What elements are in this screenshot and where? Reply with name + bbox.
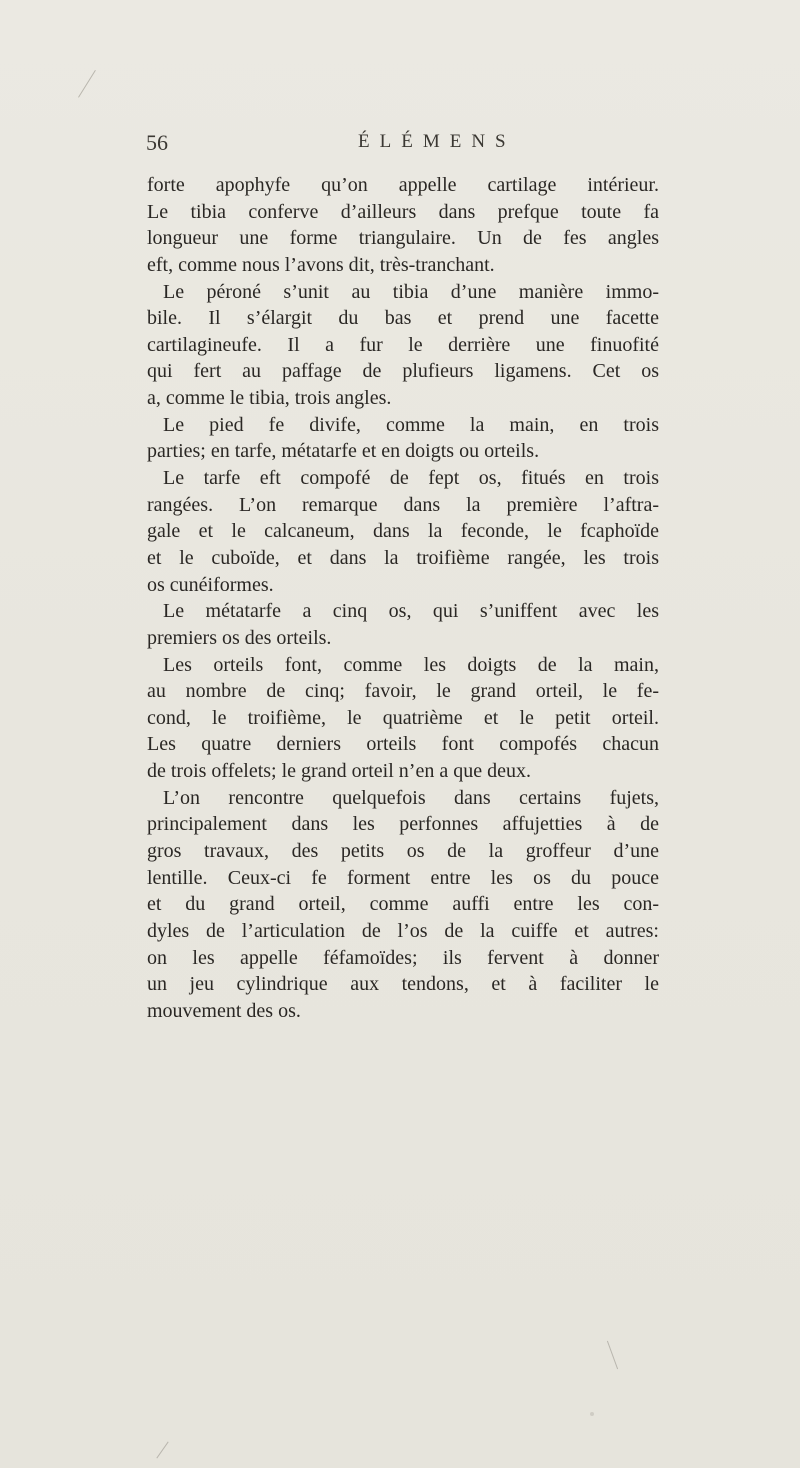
pencil-mark xyxy=(78,70,96,98)
pencil-mark xyxy=(590,1412,594,1416)
text-line: Le tarfe eft compofé de fept os, fitués en trois xyxy=(163,467,659,490)
text-line: Les orteils font, comme les doigts de la main, xyxy=(163,653,659,676)
text-line: lentille. Ceux-ci fe forment entre les os du pouce xyxy=(147,866,659,889)
text-line: Le péroné s’unit au tibia d’une manière immo- xyxy=(163,280,659,303)
text-line: on les appelle féfamoïdes; ils fervent à donner xyxy=(147,946,659,969)
text-line: longueur une forme triangulaire. Un de fes angles xyxy=(147,227,659,250)
text-line: cartilagineufe. Il a fur le derrière une finuofité xyxy=(147,333,659,356)
text-line: un jeu cylindrique aux tendons, et à faciliter le xyxy=(147,973,659,996)
text-line: et du grand orteil, comme auffi entre les con- xyxy=(147,893,659,916)
text-line: gros travaux, des petits os de la groffeur d’une xyxy=(147,840,659,863)
text-line: premiers os des orteils. xyxy=(147,626,332,649)
text-line: cond, le troifième, le quatrième et le petit orteil. xyxy=(147,706,659,729)
page-number: 56 xyxy=(146,130,168,155)
text-line: au nombre de cinq; favoir, le grand orteil, le fe- xyxy=(147,680,659,703)
pencil-mark xyxy=(607,1341,618,1370)
text-line: os cunéiformes. xyxy=(147,573,274,596)
text-line: eft, comme nous l’avons dit, très-tranchant. xyxy=(147,253,495,276)
body-text xyxy=(147,172,659,1025)
text-line: parties; en tarfe, métatarfe et en doigts ou orteils. xyxy=(147,440,540,463)
text-line: Le tibia conferve d’ailleurs dans prefque toute fa xyxy=(147,200,659,223)
page-header xyxy=(146,130,656,160)
text-line: dyles de l’articulation de l’os de la cuiffe et autres: xyxy=(147,919,659,942)
text-line: L’on rencontre quelquefois dans certains fujets, xyxy=(163,786,659,809)
text-line: Les quatre derniers orteils font compofés chacun xyxy=(147,733,659,756)
text-line: mouvement des os. xyxy=(147,999,301,1022)
text-line: gale et le calcaneum, dans la feconde, le fcaphoïde xyxy=(147,520,659,543)
text-line: et le cuboïde, et dans la troifième rangée, les trois xyxy=(147,546,659,569)
text-line: a, comme le tibia, trois angles. xyxy=(147,387,392,410)
text-line: bile. Il s’élargit du bas et prend une facette xyxy=(147,307,659,330)
running-head: ÉLÉMENS xyxy=(358,131,516,152)
pencil-mark xyxy=(156,1442,168,1459)
text-line: Le métatarfe a cinq os, qui s’uniffent avec les xyxy=(163,600,659,623)
text-line: principalement dans les perfonnes affujetties à de xyxy=(147,813,659,836)
text-line: Le pied fe divife, comme la main, en trois xyxy=(163,413,659,436)
text-line: qui fert au paffage de plufieurs ligamens. Cet os xyxy=(147,360,659,383)
text-line: forte apophyfe qu’on appelle cartilage intérieur. xyxy=(147,174,659,196)
text-line: de trois offelets; le grand orteil n’en a que deux. xyxy=(147,760,531,783)
text-line: rangées. L’on remarque dans la première l’aftra- xyxy=(147,493,659,516)
